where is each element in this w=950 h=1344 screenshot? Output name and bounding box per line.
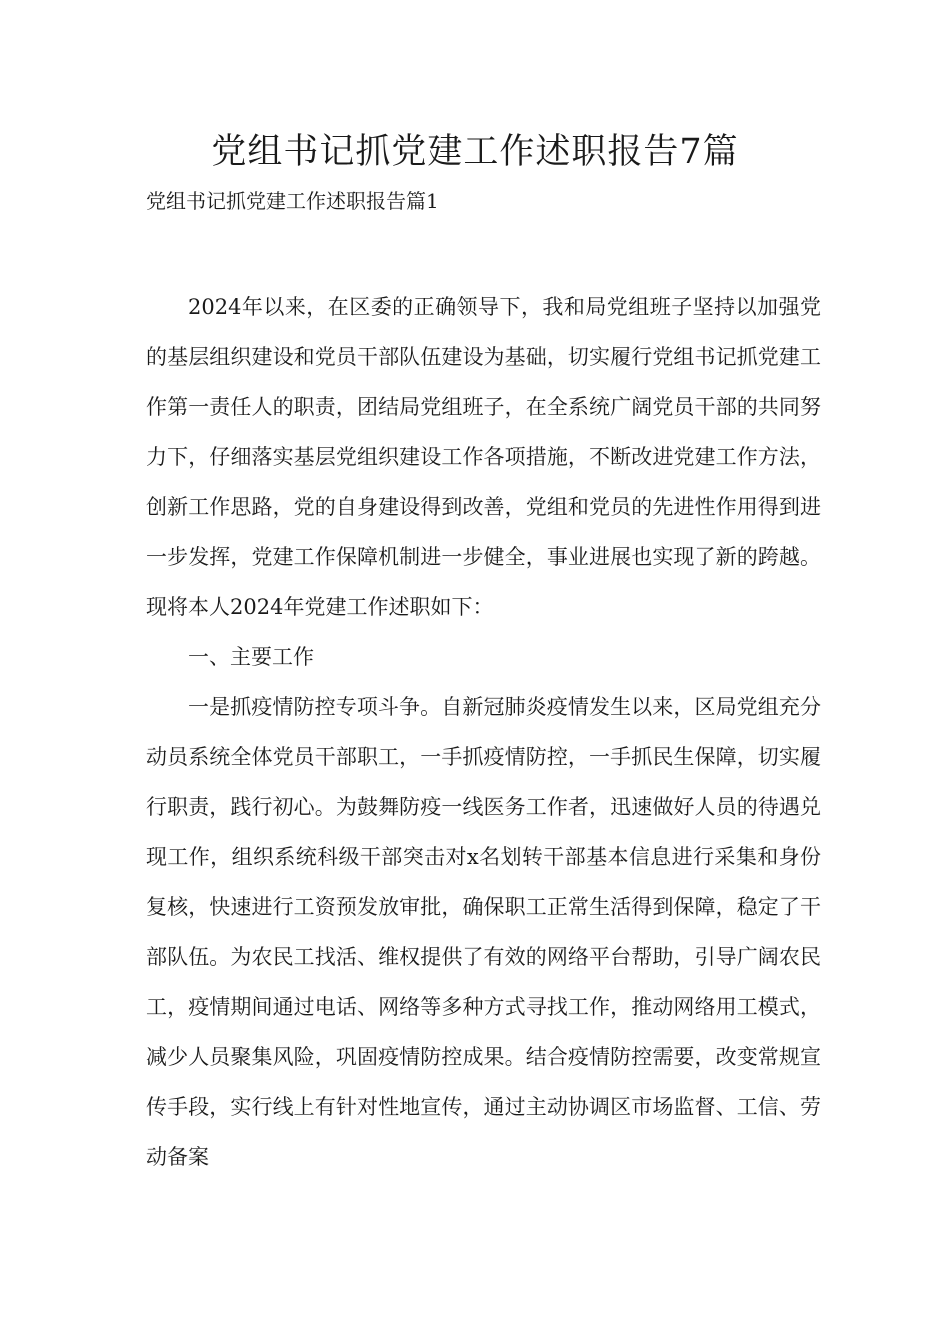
document-title: 党组书记抓党建工作述职报告7篇 [211, 132, 739, 172]
document-body [146, 282, 821, 1182]
paragraph-epidemic-control: 一是抓疫情防控专项斗争。自新冠肺炎疫情发生以来，区局党组充分动员系统全体党员干部职工，一手抓疫情防控，一手抓民生保障，切实履行职责，践行初心。为鼓舞防疫一线医务工作者，迅速做好人员的待遇兑现工作，组织系统科级干部突击对x名划转干部基本信息进行采集和身份复核，快速进行工资预发放审批，确保职工正常生活得到保障，稳定了干部队伍。为农民工找活、维权提供了有效的网络平台帮助，引导广阔农民工，疫情期间通过电话、网络等多种方式寻找工作，推动网络用工模式，减少人员聚集风险，巩固疫情防控成果。结合疫情防控需要，改变常规宣传手段，实行线上有针对性地宣传，通过主动协调区市场监督、工信、劳动备案 [146, 695, 821, 1169]
section-subtitle: 党组书记抓党建工作述职报告篇1 [146, 189, 439, 213]
paragraph-heading-main-work: 一、主要工作 [188, 645, 314, 669]
paragraph-intro: 2024年以来，在区委的正确领导下，我和局党组班子坚持以加强党的基层组织建设和党员干部队伍建设为基础，切实履行党组书记抓党建工作第一责任人的职责，团结局党组班子，在全系统广阔党员干部的共同努力下，仔细落实基层党组织建设工作各项措施，不断改进党建工作方法，创新工作思路，党的自身建设得到改善，党组和党员的先进性作用得到进一步发挥，党建工作保障机制进一步健全，事业进展也实现了新的跨越。现将本人2024年党建工作述职如下： [146, 295, 821, 619]
